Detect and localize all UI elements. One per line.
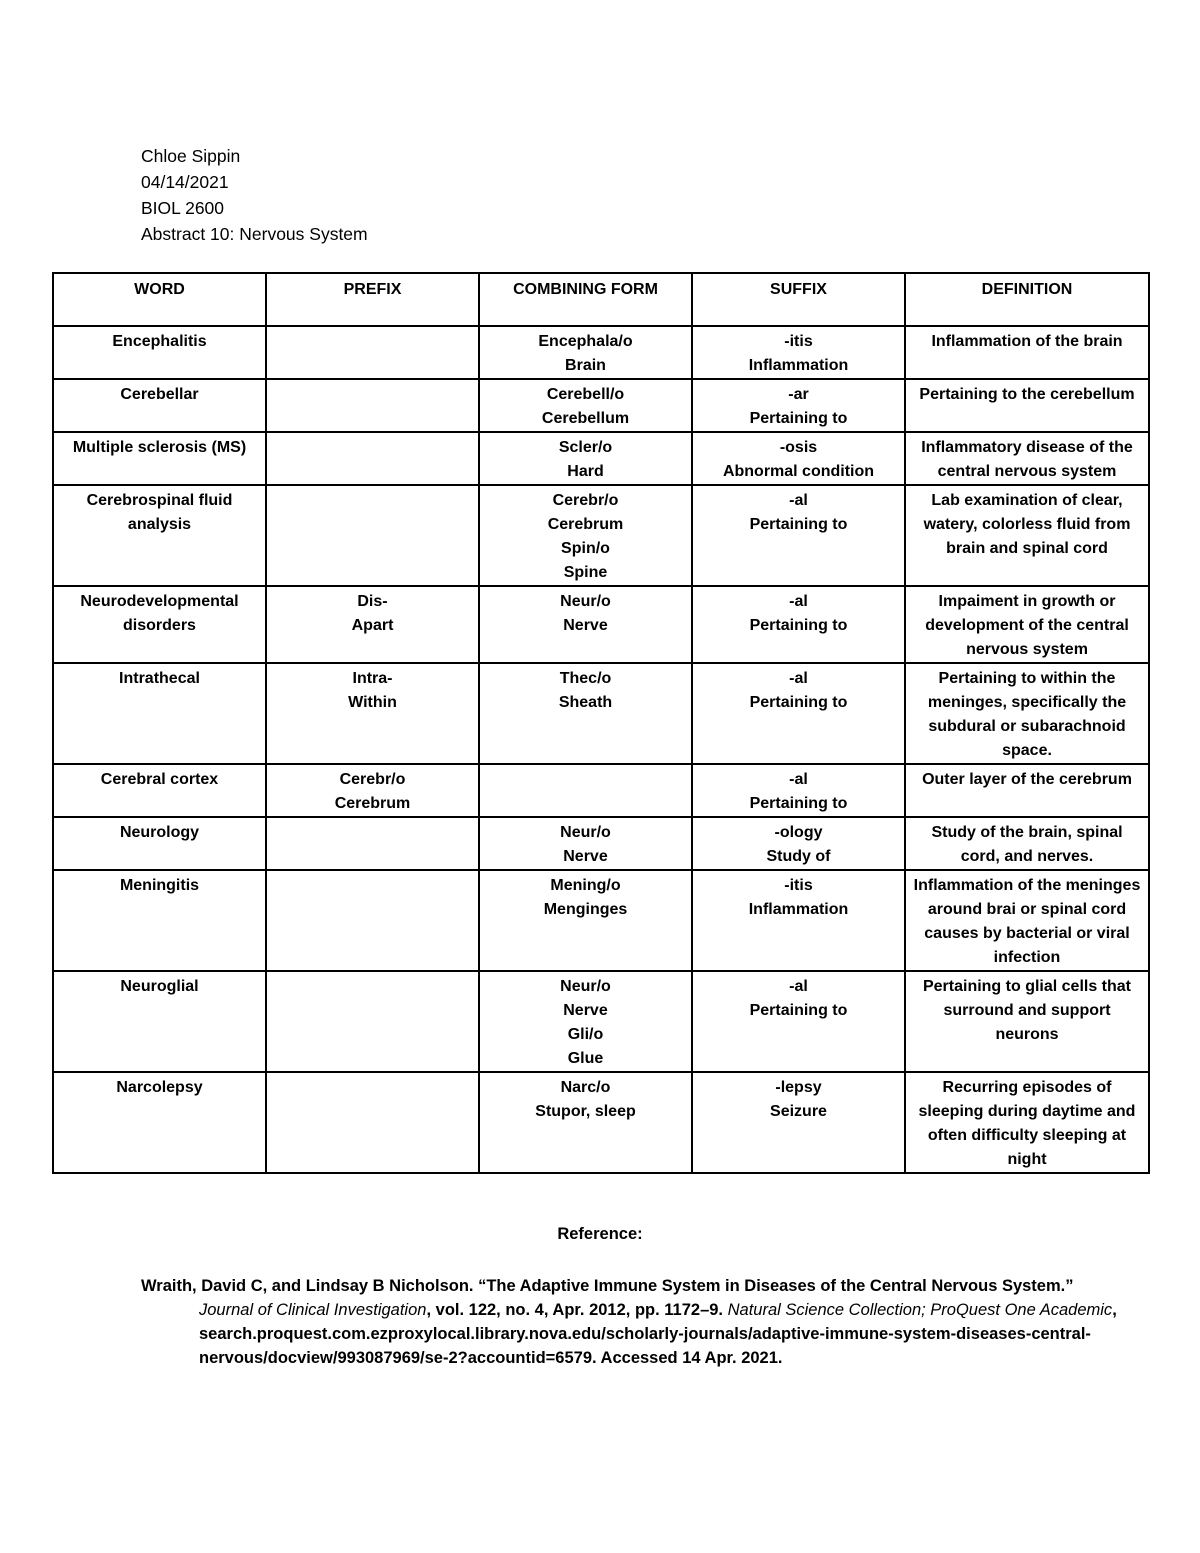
suffix-cell [692, 485, 905, 586]
word-cell-line: Cerebellar [120, 386, 199, 403]
suffix-cell-line: -al [789, 670, 808, 687]
suffix-cell [692, 586, 905, 663]
suffix-cell-line: -ar [788, 386, 809, 403]
combining-form-cell-line: Brain [565, 357, 606, 374]
word-cell-line: Multiple sclerosis (MS) [72, 439, 247, 456]
suffix-cell [692, 971, 905, 1072]
word-cell [53, 663, 266, 764]
definition-cell [905, 971, 1149, 1072]
student-name: Chloe Sippin [141, 146, 241, 166]
suffix-cell [692, 764, 905, 817]
definition-cell [905, 379, 1149, 432]
combining-form-cell-line: Neur/o [560, 824, 611, 841]
table-row [53, 379, 1149, 432]
suffix-cell-line: -itis [784, 877, 813, 894]
table-row [53, 817, 1149, 870]
combining-form-cell-line: Neur/o [560, 978, 611, 995]
combining-form-cell-line: Nerve [563, 1002, 608, 1019]
word-cell-line: Cerebral cortex [100, 771, 219, 788]
word-cell [53, 485, 266, 586]
combining-form-cell-line: Nerve [563, 617, 608, 634]
prefix-cell-line: Cerebrum [334, 795, 411, 812]
submission-date: 04/14/2021 [141, 172, 229, 192]
table-row [53, 432, 1149, 485]
definition-text: Pertaining to glial cells that surround and support neurons [922, 978, 1132, 1043]
reference-citation [141, 1274, 1119, 1370]
combining-form-cell [479, 817, 692, 870]
column-header-definition: DEFINITION [905, 273, 1149, 326]
combining-form-cell-line: Cerebrum [547, 516, 624, 533]
combining-form-cell [479, 663, 692, 764]
word-cell [53, 379, 266, 432]
suffix-cell [692, 326, 905, 379]
combining-form-cell-line: Glue [567, 1050, 604, 1067]
word-cell-line: Intrathecal [119, 670, 200, 687]
citation-authors-title: Wraith, David C, and Lindsay B Nicholson. “The Adaptive Immune System in Diseases of the Central Nervous System.” [141, 1277, 1074, 1295]
suffix-cell [692, 817, 905, 870]
table-row [53, 764, 1149, 817]
word-cell [53, 1072, 266, 1173]
combining-form-cell-line: Cerebellum [541, 410, 630, 427]
suffix-cell-line: -al [789, 771, 808, 788]
assignment-title: Abstract 10: Nervous System [141, 224, 368, 244]
definition-cell [905, 432, 1149, 485]
course-code: BIOL 2600 [141, 198, 225, 218]
combining-form-cell [479, 379, 692, 432]
combining-form-cell [479, 764, 692, 817]
word-cell [53, 432, 266, 485]
prefix-cell [266, 764, 479, 817]
column-header-suffix: SUFFIX [692, 273, 905, 326]
combining-form-cell [479, 971, 692, 1072]
combining-form-cell-line: Narc/o [560, 1079, 611, 1096]
combining-form-cell-line: Spin/o [561, 540, 610, 557]
combining-form-cell-line: Encephala/o [538, 333, 633, 350]
definition-cell [905, 326, 1149, 379]
combining-form-cell-line: Mening/o [550, 877, 621, 894]
combining-form-cell [479, 326, 692, 379]
suffix-cell-line: Pertaining to [749, 410, 848, 427]
suffix-cell-line: -al [789, 593, 808, 610]
table-header-row [53, 273, 1149, 326]
table-row [53, 870, 1149, 971]
table-row [53, 1072, 1149, 1173]
definition-text: Lab examination of clear, watery, colorless fluid from brain and spinal cord [923, 492, 1131, 557]
suffix-cell-line: Pertaining to [749, 617, 848, 634]
suffix-cell-line: Abnormal condition [722, 463, 875, 480]
combining-form-cell [479, 586, 692, 663]
combining-form-cell-line: Hard [567, 463, 604, 480]
prefix-cell-line: Intra- [352, 670, 393, 687]
column-header-word: WORD [53, 273, 266, 326]
suffix-cell-line: Inflammation [748, 901, 849, 918]
suffix-cell-line: Inflammation [748, 357, 849, 374]
suffix-cell-line: Seizure [770, 1103, 827, 1120]
column-header-combining-form: COMBINING FORM [479, 273, 692, 326]
table-row [53, 971, 1149, 1072]
definition-cell [905, 485, 1149, 586]
prefix-cell [266, 663, 479, 764]
suffix-cell [692, 870, 905, 971]
prefix-cell [266, 817, 479, 870]
prefix-cell [266, 379, 479, 432]
citation-collection: Natural Science Collection; ProQuest One Academic [727, 1301, 1113, 1319]
suffix-cell [692, 1072, 905, 1173]
suffix-cell-line: -itis [784, 333, 813, 350]
citation-url-accessed: , search.proquest.com.ezproxylocal.library.nova.edu/scholarly-journals/adaptive-immune-system-diseases-central-nervous/docview/993087969/se-2?accountid=6579. Accessed 14 Apr. 2021. [199, 1301, 1117, 1367]
combining-form-cell-line: Neur/o [560, 593, 611, 610]
definition-text: Inflammation of the brain [931, 333, 1123, 350]
suffix-cell [692, 663, 905, 764]
prefix-cell [266, 586, 479, 663]
prefix-cell [266, 326, 479, 379]
combining-form-cell-line: Cerebr/o [552, 492, 619, 509]
terminology-table [52, 272, 1150, 1174]
citation-journal: Journal of Clinical Investigation [199, 1301, 427, 1319]
suffix-cell-line: Pertaining to [749, 1002, 848, 1019]
table-body [53, 326, 1149, 1173]
suffix-cell-line: Pertaining to [749, 516, 848, 533]
suffix-cell-line: -al [789, 978, 808, 995]
word-cell-line: Narcolepsy [116, 1079, 203, 1096]
combining-form-cell [479, 485, 692, 586]
citation-volume: , vol. 122, no. 4, Apr. 2012, pp. 1172–9. [426, 1301, 724, 1319]
table-row [53, 586, 1149, 663]
column-header-prefix: PREFIX [266, 273, 479, 326]
word-cell-line: Encephalitis [112, 333, 207, 350]
word-cell [53, 326, 266, 379]
suffix-cell-line: -osis [779, 439, 818, 456]
suffix-cell [692, 379, 905, 432]
combining-form-cell [479, 870, 692, 971]
prefix-cell-line: Within [348, 694, 397, 711]
combining-form-cell-line: Nerve [563, 848, 608, 865]
combining-form-cell-line: Cerebell/o [546, 386, 625, 403]
word-cell [53, 764, 266, 817]
word-cell [53, 586, 266, 663]
combining-form-cell-line: Menginges [543, 901, 628, 918]
suffix-cell-line: -al [789, 492, 808, 509]
reference-heading: Reference: [557, 1225, 643, 1243]
definition-text: Outer layer of the cerebrum [922, 771, 1132, 788]
word-cell-line: Cerebrospinal fluid analysis [86, 492, 233, 533]
definition-text: Inflammation of the meninges around brai or spinal cord causes by bacterial or viral infection [913, 877, 1141, 966]
definition-text: Recurring episodes of sleeping during daytime and often difficulty sleeping at night [918, 1079, 1136, 1168]
document-header [141, 143, 368, 247]
word-cell [53, 870, 266, 971]
definition-text: Pertaining to the cerebellum [919, 386, 1135, 403]
suffix-cell-line: -ology [774, 824, 823, 841]
prefix-cell [266, 971, 479, 1072]
combining-form-cell-line: Gli/o [567, 1026, 604, 1043]
prefix-cell-line: Apart [351, 617, 394, 634]
definition-text: Study of the brain, spinal cord, and nerves. [931, 824, 1123, 865]
combining-form-cell [479, 432, 692, 485]
definition-cell [905, 586, 1149, 663]
suffix-cell-line: Study of [766, 848, 831, 865]
word-cell-line: Meningitis [119, 877, 200, 894]
combining-form-cell-line: Sheath [558, 694, 613, 711]
suffix-cell-line: Pertaining to [749, 795, 848, 812]
prefix-cell [266, 870, 479, 971]
word-cell-line: Neurodevelopmental disorders [80, 593, 239, 634]
combining-form-cell-line: Spine [563, 564, 608, 581]
definition-text: Pertaining to within the meninges, specifically the subdural or subarachnoid space. [927, 670, 1127, 759]
prefix-cell [266, 1072, 479, 1173]
prefix-cell-line: Dis- [357, 593, 388, 610]
combining-form-cell [479, 1072, 692, 1173]
word-cell-line: Neurology [119, 824, 200, 841]
suffix-cell-line: -lepsy [775, 1079, 822, 1096]
table-row [53, 326, 1149, 379]
definition-text: Inflammatory disease of the central nervous system [921, 439, 1133, 480]
prefix-cell-line: Cerebr/o [339, 771, 406, 788]
table-row [53, 663, 1149, 764]
definition-cell [905, 870, 1149, 971]
table-row [53, 485, 1149, 586]
suffix-cell [692, 432, 905, 485]
word-cell-line: Neuroglial [120, 978, 199, 995]
word-cell [53, 971, 266, 1072]
definition-cell [905, 764, 1149, 817]
combining-form-cell-line: Scler/o [558, 439, 613, 456]
definition-cell [905, 663, 1149, 764]
definition-text: Impaiment in growth or development of the central nervous system [925, 593, 1129, 658]
prefix-cell [266, 432, 479, 485]
combining-form-cell-line: Stupor, sleep [535, 1103, 636, 1120]
definition-cell [905, 1072, 1149, 1173]
prefix-cell [266, 485, 479, 586]
combining-form-cell-line: Thec/o [559, 670, 612, 687]
word-cell [53, 817, 266, 870]
suffix-cell-line: Pertaining to [749, 694, 848, 711]
definition-cell [905, 817, 1149, 870]
